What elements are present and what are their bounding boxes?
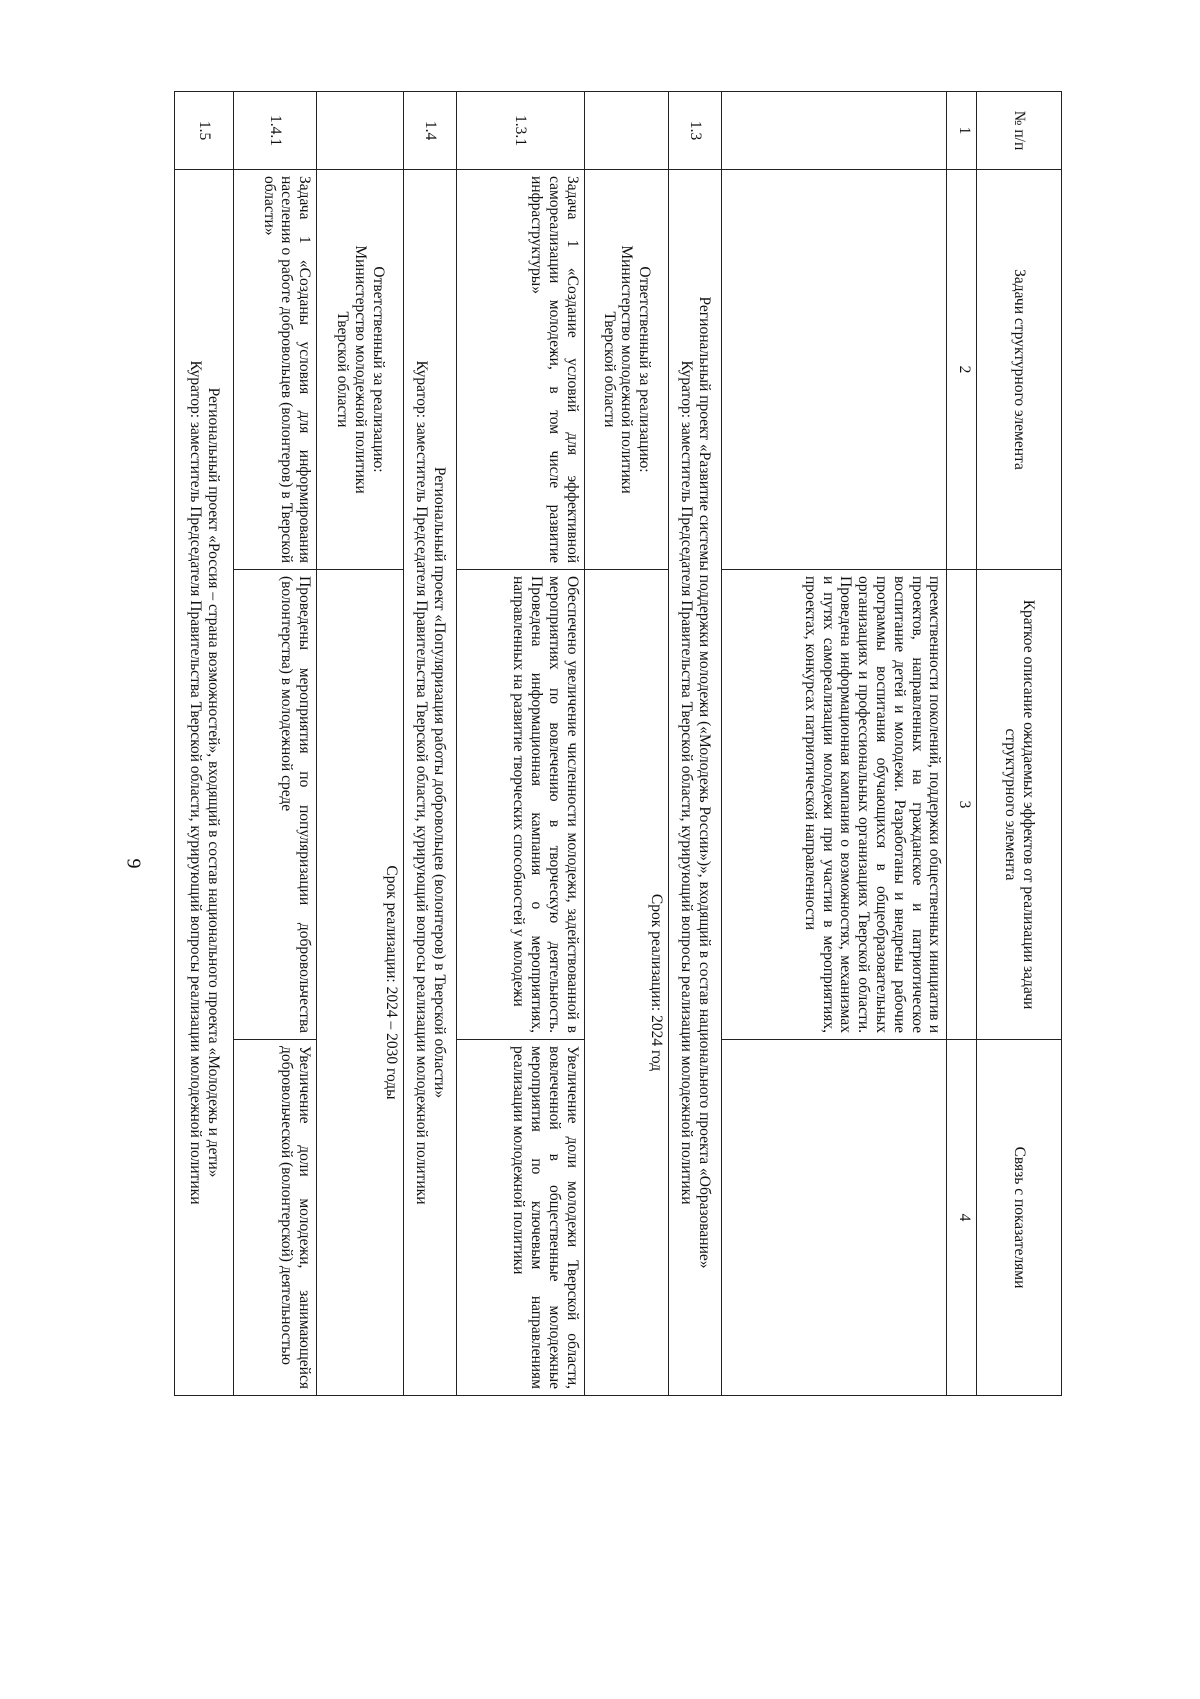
task-1-4-1-indicator: Увеличение доли молодежи, занимающейся добровольческой (волонтерской) деятельностью (234, 1040, 317, 1396)
document-table-rotated (174, 91, 1062, 1395)
project-1-5-title: Региональный проект «Россия – страна возможностей», входящий в состав национального проекта «Молодежь и дети» (205, 387, 223, 1178)
project-1-4-term: Срок реализации: 2024 – 2030 годы (317, 570, 404, 1396)
project-1-3-row (669, 92, 722, 1396)
structural-elements-table (174, 91, 1062, 1396)
project-1-4-curator: Куратор: заместитель Председателя Правительства Тверской области, курирующий вопросы реализации молодежной политики (413, 360, 431, 1205)
responsible-region: Тверской области (334, 311, 352, 428)
task-1-4-1-row (234, 92, 317, 1396)
project-1-5-title-cell (175, 170, 234, 1396)
column-number: 2 (947, 170, 977, 570)
task-1-3-1-task: Задача 1 «Создание условий для эффективной самореализации молодежи, в том числе развитие инфраструктуры» (457, 170, 584, 570)
project-1-3-responsible (584, 170, 669, 570)
project-1-4-responsible-row (317, 92, 404, 1396)
column-number: 4 (947, 1040, 977, 1396)
task-1-4-1-task: Задача 1 «Созданы условия для информирования населения о работе добровольцев (волонтеров) в Тверской области» (234, 170, 317, 570)
responsible-ministry: Министерство молодежной политики (352, 245, 370, 494)
project-1-5-curator: Куратор: заместитель Председателя Правительства Тверской области, курирующий вопросы реализации молодежной политики (187, 360, 205, 1205)
continued-task-cell (722, 170, 947, 570)
task-1-4-1-number: 1.4.1 (234, 92, 317, 170)
responsible-region: Тверской области (600, 311, 618, 428)
task-1-3-1-indicator: Увеличение доли молодежи Тверской области, вовлеченной в общественные молодежные мероприятия по ключевым направлениям реализации молодежной политики (457, 1040, 584, 1396)
project-1-3-curator: Куратор: заместитель Председателя Правительства Тверской области, курирующий вопросы реализации молодежной политики (678, 360, 696, 1205)
header-number: № п/п (977, 92, 1062, 170)
task-1-4-1-effects: Проведены мероприятия по популяризации добровольчества (волонтерства) в молодежной среде (234, 570, 317, 1040)
empty-cell (584, 92, 669, 170)
project-1-5-number: 1.5 (175, 92, 234, 170)
continued-indicator-cell (722, 1040, 947, 1396)
project-1-4-number: 1.4 (404, 92, 457, 170)
continued-effects-cell: преемственности поколений, поддержки общественных инициатив и проектов, направленных на гражданское и патриотическое воспитание детей и молодежи. Разработаны и внедрены рабочие программы воспитания обучающихся в общеобразовательных организациях и профессиональных организациях Тверской области. Проведена информационная кампания о возможностях, механизмах и путях самореализации молодежи при участии в мероприятиях, проектах, конкурсах патриотической направленности (722, 570, 947, 1040)
project-1-3-number: 1.3 (669, 92, 722, 170)
project-1-4-title: Региональный проект «Популяризация работы добровольцев (волонтеров) в Тверской области» (431, 466, 449, 1099)
column-number: 1 (947, 92, 977, 170)
task-1-3-1-row (457, 92, 584, 1396)
header-indicators: Связь с показателями (977, 1040, 1062, 1396)
task-1-3-1-effects: Обеспечено увеличение численности молодежи, задействованной в мероприятиях по вовлечению в творческую деятельность. Проведена информационная кампания о мероприятиях, направленных на развитие творческих способностей у молодежи (457, 570, 584, 1040)
project-1-5-row (175, 92, 234, 1396)
header-effects: Краткое описание ожидаемых эффектов от реализации задачи структурного элемента (977, 570, 1062, 1040)
header-tasks: Задачи структурного элемента (977, 170, 1062, 570)
responsible-ministry: Министерство молодежной политики (618, 245, 636, 494)
project-1-3-term: Срок реализации: 2024 год (584, 570, 669, 1396)
empty-cell (317, 92, 404, 170)
header-row (977, 92, 1062, 1396)
project-1-3-title: Региональный проект «Развитие системы поддержки молодежи («Молодежь России»)», входящий в состав национального проекта «Образование» (696, 296, 714, 1269)
continued-number-cell (722, 92, 947, 170)
project-1-4-row (404, 92, 457, 1396)
project-1-3-responsible-row (584, 92, 669, 1396)
project-1-4-title-cell (404, 170, 457, 1396)
responsible-label: Ответственный за реализацию: (636, 266, 654, 473)
responsible-label: Ответственный за реализацию: (369, 266, 387, 473)
task-1-3-1-number: 1.3.1 (457, 92, 584, 170)
project-1-3-title-cell (669, 170, 722, 1396)
project-1-4-responsible (317, 170, 404, 570)
column-number: 3 (947, 570, 977, 1040)
column-number-row (947, 92, 977, 1396)
continued-row (722, 92, 947, 1396)
page-number: 9 (122, 858, 145, 869)
